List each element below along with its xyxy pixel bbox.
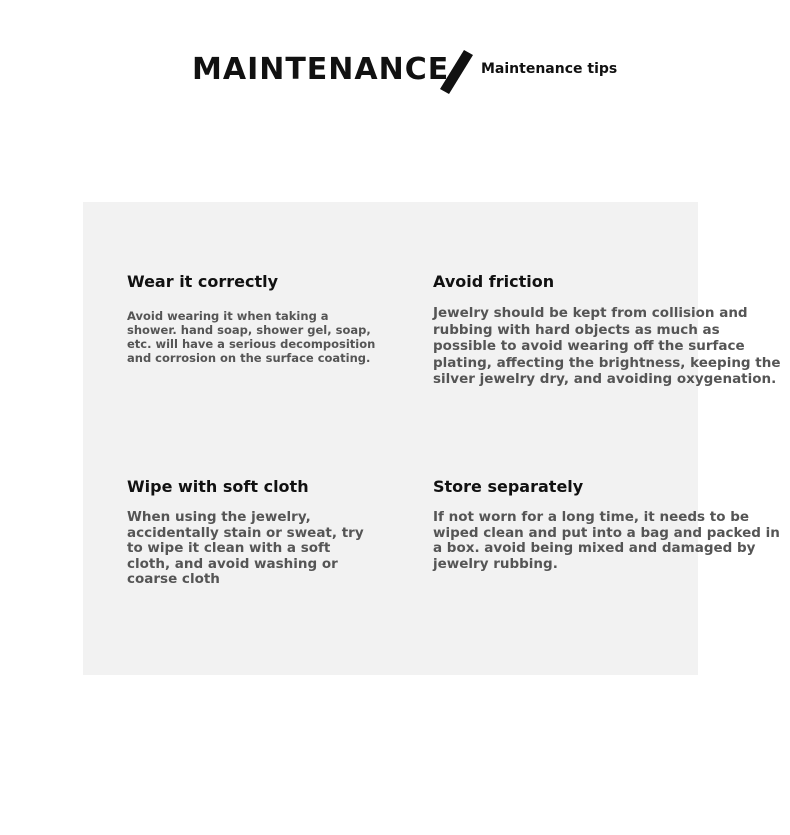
slash-icon: [440, 50, 476, 94]
tip-body: Avoid wearing it when taking a shower. hand soap, shower gel, soap, etc. will have a serious decomposition and corrosion on the surface coating.: [127, 309, 376, 365]
tip-card-store-separately: [433, 477, 783, 572]
tip-heading: Wear it correctly: [127, 272, 279, 291]
tip-heading: Wipe with soft cloth: [127, 477, 309, 496]
tip-body: Jewelry should be kept from collision and rubbing with hard objects as much as possible to avoid wearing off the surface plating, affecting the brightness, keeping the silver jewelry dry, and avoiding oxygenation.: [433, 305, 781, 387]
tip-heading: Store separately: [433, 477, 584, 496]
tip-card-wear-correctly: [127, 272, 377, 365]
tip-card-wipe-soft-cloth: [127, 477, 377, 588]
page-subtitle: Maintenance tips: [481, 61, 618, 77]
tip-body: When using the jewelry, accidentally stain or sweat, try to wipe it clean with a soft cloth, and avoid washing or coarse cloth: [127, 509, 364, 587]
tip-body: If not worn for a long time, it needs to be wiped clean and put into a bag and packed in a box. avoid being mixed and damaged by jewelry rubbing.: [433, 509, 780, 572]
page-header: [0, 0, 790, 120]
tip-card-avoid-friction: [433, 272, 783, 388]
page-title: MAINTENANCE: [192, 52, 450, 87]
tip-heading: Avoid friction: [433, 272, 555, 291]
